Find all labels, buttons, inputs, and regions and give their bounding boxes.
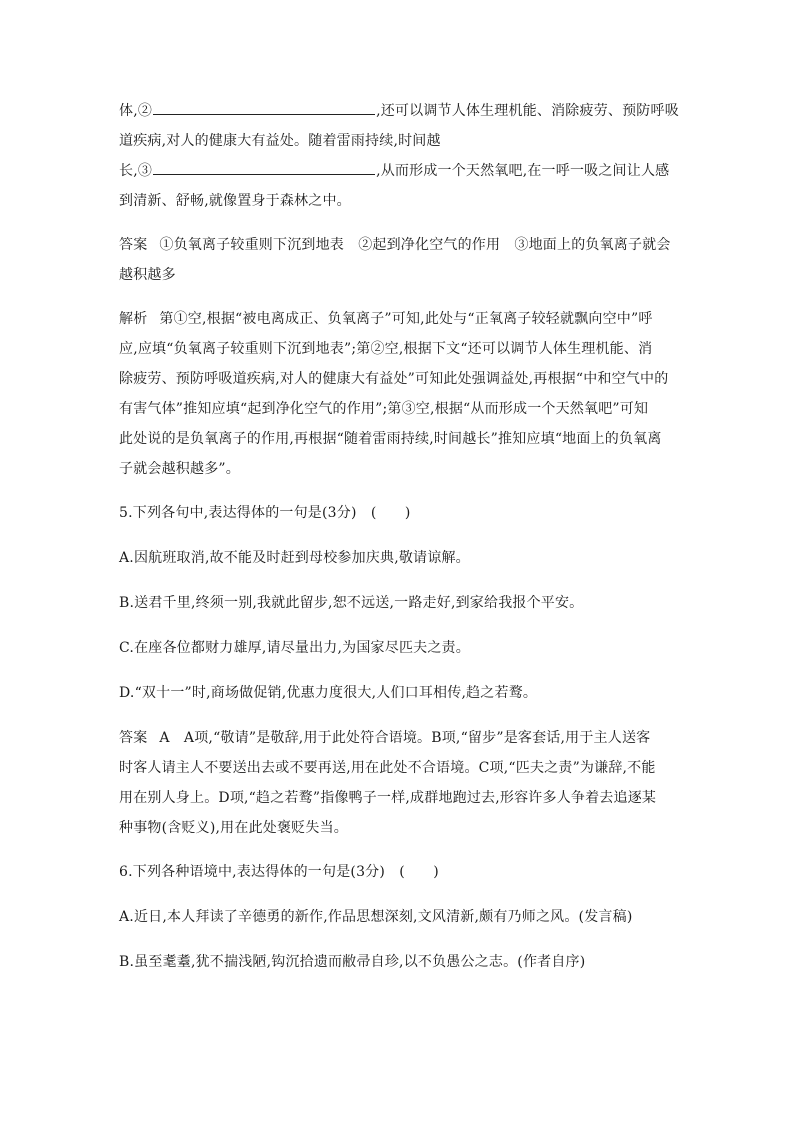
passage-text: 体,②	[119, 103, 153, 119]
question-6-stem: 6.下列各种语境中,表达得体的一句是(3分) ( )	[119, 864, 439, 880]
passage-line: 道疾病,对人的健康大有益处。随着雷雨持续,时间越	[119, 133, 441, 149]
question-6-option-a: A.近日,本人拜读了辛德勇的新作,作品思想深刻,文风清新,颇有乃师之风。(发言稿)	[119, 909, 633, 925]
analysis-label: 解析	[119, 311, 148, 327]
passage-text: ,还可以调节人体生理机能、消除疲劳、预防呼吸	[376, 103, 679, 119]
analysis-text: 第①空,根据“被电离成正、负氧离子”可知,此处与“正氧离子较轻就飘向空中”呼	[159, 311, 653, 327]
answer-line: 种事物(含贬义),用在此处褒贬失当。	[119, 820, 348, 836]
answer-block-4	[119, 230, 679, 290]
answer-blank-2[interactable]	[153, 100, 375, 115]
analysis-line: 子就会越积越多”。	[119, 461, 240, 477]
analysis-line: 除疲劳、预防呼吸道疾病,对人的健康大有益处”可知此处强调益处,再根据“中和空气中的	[119, 371, 669, 387]
analysis-line: 应,应填“负氧离子较重则下沉到地表”;第②空,根据下文“还可以调节人体生理机能、消	[119, 341, 653, 357]
passage-line: 到清新、舒畅,就像置身于森林之中。	[119, 193, 351, 209]
analysis-line: 此处说的是负氧离子的作用,再根据“随着雷雨持续,时间越长”推知应填“地面上的负氧离	[119, 431, 662, 447]
answer-text: ①负氧离子较重则下沉到地表 ②起到净化空气的作用 ③地面上的负氧离子就会	[159, 237, 671, 253]
answer-label: 答案	[119, 730, 148, 746]
answer-label: 答案	[119, 237, 148, 253]
passage-line	[119, 156, 679, 186]
analysis-line	[119, 304, 679, 334]
answer-blank-3[interactable]	[153, 160, 375, 175]
answer-text: A A项,“敬请”是敬辞,用于此处符合语境。B项,“留步”是客套话,用于主人送客	[159, 730, 651, 746]
passage-text: ,从而形成一个天然氧吧,在一呼一吸之间让人感	[376, 163, 670, 179]
question-5-option-d: D.“双十一”时,商场做促销,优惠力度很大,人们口耳相传,趋之若鹜。	[119, 685, 538, 701]
answer-block-5	[119, 723, 679, 843]
answer-line	[119, 723, 679, 753]
passage-continuation	[119, 96, 679, 216]
answer-line: 用在别人身上。D项,“趋之若鹜”指像鸭子一样,成群地跑过去,形容许多人争着去追逐某	[119, 790, 657, 806]
question-5-option-b: B.送君千里,终须一别,我就此留步,恕不远送,一路走好,到家给我报个平安。	[119, 595, 584, 611]
analysis-block-4	[119, 304, 679, 484]
question-5-option-c: C.在座各位都财力雄厚,请尽量出力,为国家尽匹夫之责。	[119, 640, 470, 656]
question-5-option-a: A.因航班取消,故不能及时赶到母校参加庆典,敬请谅解。	[119, 550, 470, 566]
passage-line	[119, 96, 679, 126]
question-5-stem: 5.下列各句中,表达得体的一句是(3分) ( )	[119, 505, 411, 521]
answer-line: 时客人请主人不要送出去或不要再送,用在此处不合语境。C项,“匹夫之责”为谦辞,不能	[119, 760, 656, 776]
document-page	[119, 96, 679, 992]
answer-line	[119, 230, 679, 260]
answer-line: 越积越多	[119, 267, 176, 283]
question-6-option-b: B.虽至耄耋,犹不揣浅陋,钩沉拾遗而敝帚自珍,以不负愚公之志。(作者自序)	[119, 954, 586, 970]
passage-text: 长,③	[119, 163, 153, 179]
analysis-line: 有害气体”推知应填“起到净化空气的作用”;第③空,根据“从而形成一个天然氧吧”可知	[119, 401, 649, 417]
